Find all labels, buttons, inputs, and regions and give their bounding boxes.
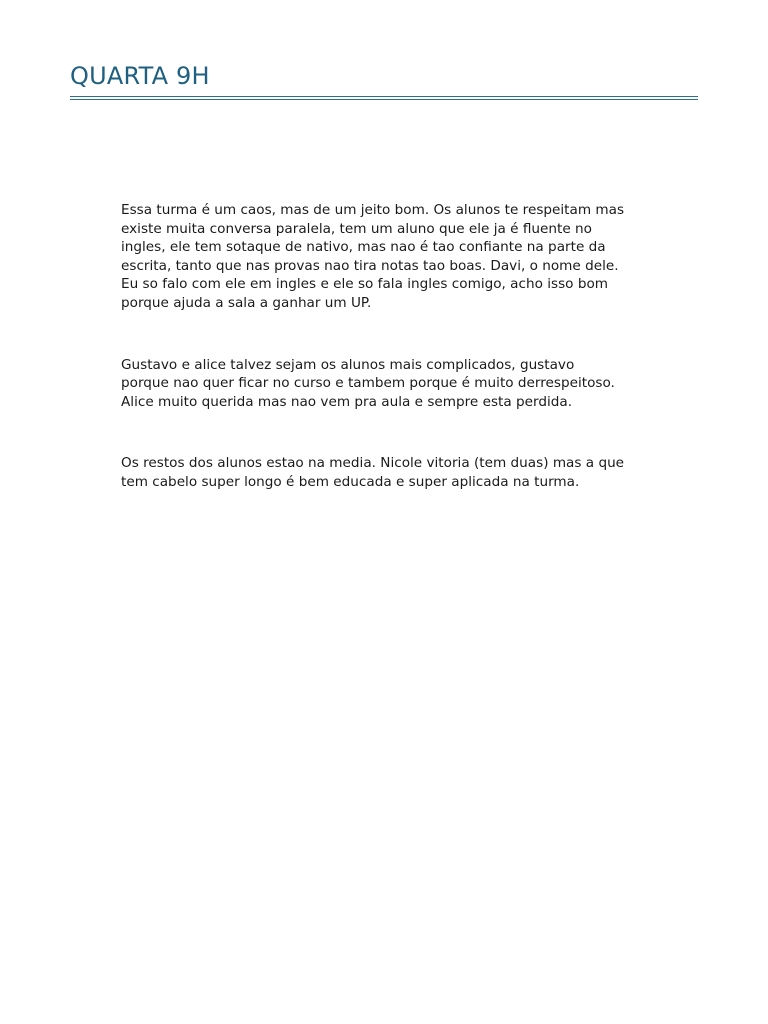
paragraph-3 <box>121 454 661 491</box>
paragraph-1 <box>121 201 661 313</box>
paragraph-line: tem cabelo super longo é bem educada e super aplicada na turma. <box>121 473 580 490</box>
paragraph-line: porque nao quer ficar no curso e tambem porque é muito derrespeitoso. <box>121 375 615 392</box>
title-divider-bottom <box>70 99 698 100</box>
paragraph-line: Os restos dos alunos estao na media. Nicole vitoria (tem duas) mas a que <box>121 455 625 472</box>
document-body <box>121 201 661 492</box>
paragraph-line: Essa turma é um caos, mas de um jeito bom. Os alunos te respeitam mas <box>121 202 625 218</box>
paragraph-line: existe muita conversa paralela, tem um aluno que ele ja é fluente no <box>121 220 592 237</box>
paragraph-line: Eu so falo com ele em ingles e ele so fala ingles comigo, acho isso bom <box>121 276 609 293</box>
page-title: QUARTA 9H <box>70 62 210 90</box>
title-divider-top <box>70 96 698 97</box>
paragraph-line: Alice muito querida mas nao vem pra aula e sempre esta perdida. <box>121 393 573 410</box>
paragraph-line: Gustavo e alice talvez sejam os alunos mais complicados, gustavo <box>121 356 575 373</box>
paragraph-line: porque ajuda a sala a ganhar um UP. <box>121 294 372 311</box>
paragraph-line: escrita, tanto que nas provas nao tira notas tao boas. Davi, o nome dele. <box>121 257 619 274</box>
paragraph-line: ingles, ele tem sotaque de nativo, mas nao é tao confiante na parte da <box>121 239 606 256</box>
paragraph-2 <box>121 356 661 412</box>
